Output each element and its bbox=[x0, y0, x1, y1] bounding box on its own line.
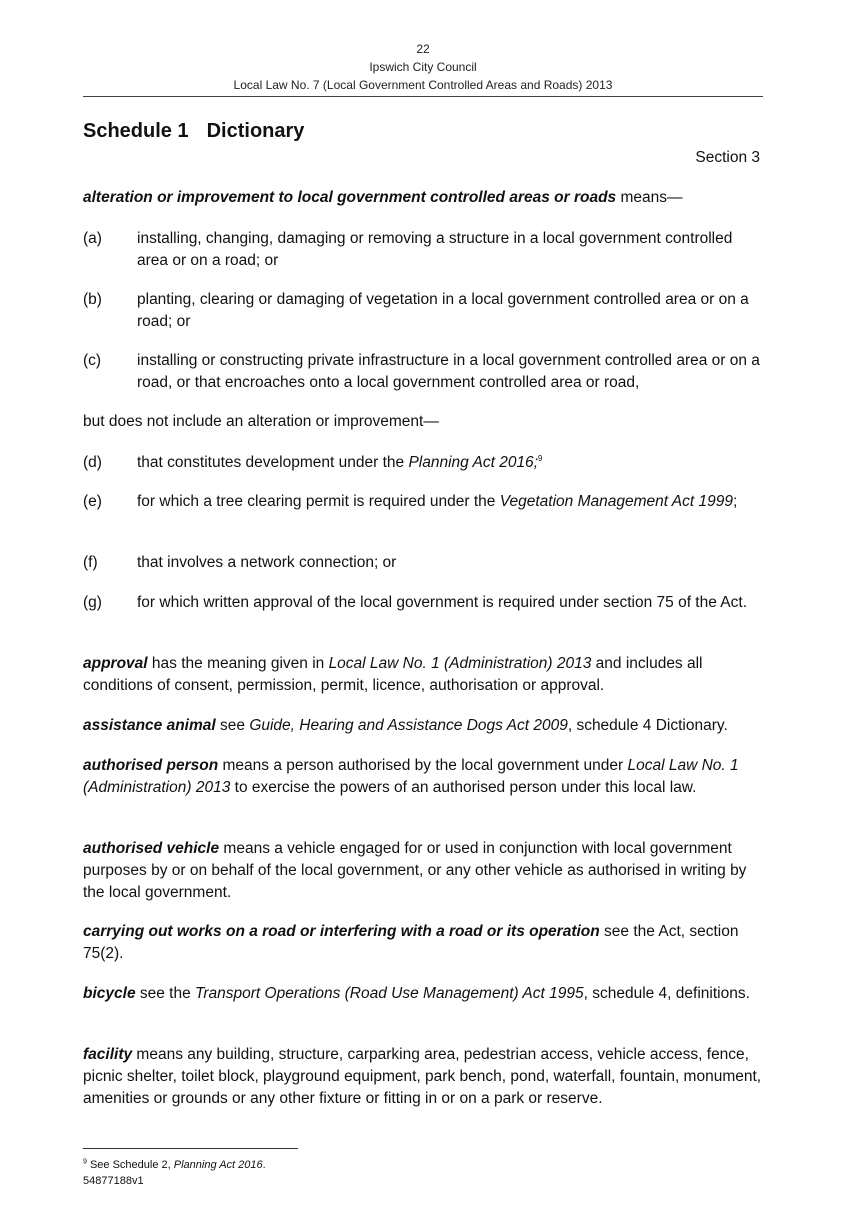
page-number: 22 bbox=[416, 42, 430, 56]
list-item bbox=[83, 289, 763, 333]
defined-term: facility bbox=[83, 1046, 133, 1063]
schedule-heading bbox=[83, 120, 304, 143]
item-label: (b) bbox=[83, 291, 102, 308]
item-label: (d) bbox=[83, 454, 102, 471]
definition-approval: approval has the meaning given in Local Law No. 1 (Administration) 2013 and includes all conditions of consent, permission, permit, licence, authorisation or approval. bbox=[83, 655, 703, 694]
list-item bbox=[83, 552, 763, 574]
item-label: (e) bbox=[83, 493, 102, 510]
exclusion-intro: but does not include an alteration or improvement— bbox=[83, 413, 439, 430]
definition-facility: facility means any building, structure, carparking area, pedestrian access, vehicle access, fence, picnic shelter, toilet block, playground equipment, park bench, pond, waterfall, fountain, monument, amenities or grounds or any other fixture or fitting in or on a park or reserve. bbox=[83, 1046, 762, 1107]
law-title: Local Law No. 7 (Local Government Controlled Areas and Roads) 2013 bbox=[233, 78, 613, 92]
defined-term: authorised person bbox=[83, 757, 219, 774]
item-label: (a) bbox=[83, 230, 102, 247]
definition-alteration: alteration or improvement to local government controlled areas or roads means— bbox=[83, 189, 683, 206]
definition-carrying-out-works: carrying out works on a road or interfering with a road or its operation see the Act, section 75(2). bbox=[83, 923, 739, 962]
definition-bicycle: bicycle see the Transport Operations (Road Use Management) Act 1995, schedule 4, definitions. bbox=[83, 985, 750, 1002]
schedule-name: Dictionary bbox=[206, 120, 305, 142]
footnote-divider bbox=[83, 1148, 298, 1149]
item-label: (c) bbox=[83, 352, 102, 369]
item-text: planting, clearing or damaging of vegetation in a local government controlled area or on a road; or bbox=[137, 291, 749, 330]
defined-term: bicycle bbox=[83, 985, 136, 1002]
defined-term: authorised vehicle bbox=[83, 840, 220, 857]
item-text: that involves a network connection; or bbox=[137, 554, 397, 571]
definition-authorised-vehicle: authorised vehicle means a vehicle engaged for or used in conjunction with local government purposes by or on behalf of the local government, or any other vehicle as authorised in writing by the local government. bbox=[83, 840, 747, 901]
document-id: 54877188v1 bbox=[83, 1175, 144, 1187]
defined-term: carrying out works on a road or interfering with a road or its operation bbox=[83, 923, 600, 940]
item-label: (g) bbox=[83, 594, 102, 611]
list-item bbox=[83, 452, 763, 474]
schedule-number: Schedule 1 bbox=[83, 120, 189, 142]
defined-term: approval bbox=[83, 655, 148, 672]
header-divider bbox=[83, 96, 763, 97]
defined-term: assistance animal bbox=[83, 717, 216, 734]
council-name: Ipswich City Council bbox=[369, 60, 477, 74]
item-text: that constitutes development under the Planning Act 2016;$^9$ bbox=[137, 453, 543, 471]
defined-term: alteration or improvement to local government controlled areas or roads bbox=[83, 189, 617, 206]
definition-authorised-person: authorised person means a person authorised by the local government under Local Law No. 1 (Administration) 2013 to exercise the powers of an authorised person under this local law. bbox=[83, 757, 739, 796]
item-text: for which a tree clearing permit is required under the Vegetation Management Act 1999; bbox=[137, 493, 738, 510]
item-label: (f) bbox=[83, 554, 98, 571]
item-text: for which written approval of the local government is required under section 75 of the Act. bbox=[137, 594, 748, 611]
definition-assistance-animal: assistance animal see Guide, Hearing and Assistance Dogs Act 2009, schedule 4 Dictionary. bbox=[83, 717, 728, 734]
item-text: installing, changing, damaging or removing a structure in a local government controlled area or on a road; or bbox=[137, 230, 733, 269]
footnote-number: 9 bbox=[83, 1158, 87, 1166]
item-text: installing or constructing private infrastructure in a local government controlled area or on a road, or that encroaches onto a local government controlled area or road, bbox=[137, 352, 760, 391]
footnote-marker: 9 bbox=[538, 453, 543, 463]
list-item bbox=[83, 491, 763, 513]
list-item bbox=[83, 350, 763, 394]
list-item bbox=[83, 592, 763, 614]
footnote: $^9$ See Schedule 2, Planning Act 2016. bbox=[83, 1158, 266, 1171]
section-reference: Section 3 bbox=[695, 149, 760, 166]
list-item bbox=[83, 228, 763, 272]
